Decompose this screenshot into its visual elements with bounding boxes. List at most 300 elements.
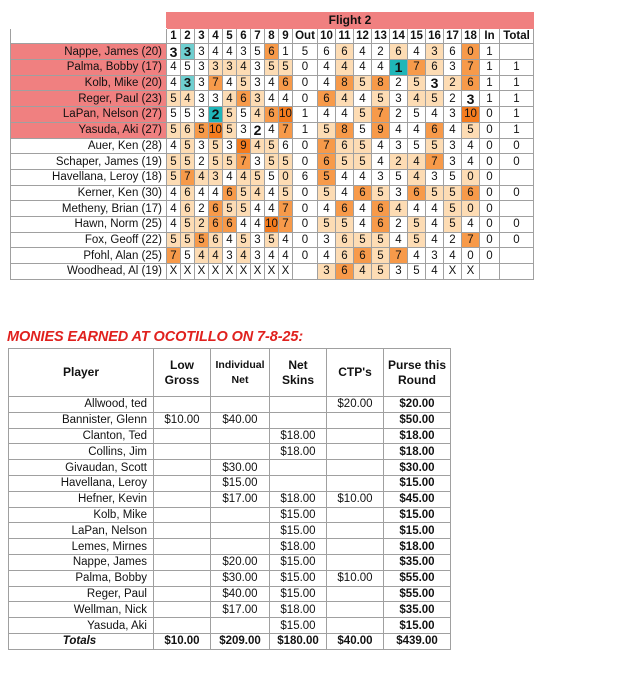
totals-amount: $439.00 [384,633,451,649]
hole-header: In [480,28,500,44]
score-cell: 7 [426,154,444,170]
score-cell: 6 [462,185,480,201]
score-cell: 5 [167,232,181,248]
score-cell: 3 [195,107,209,123]
monies-player: Havellana, Leroy [9,475,154,491]
score-cell: 6 [279,138,293,154]
score-cell: 5 [279,60,293,76]
player-score-row [11,216,534,232]
monies-amount: $17.00 [211,491,270,507]
player-name: Metheny, Brian (17) [11,201,167,217]
player-score-row [11,44,534,60]
score-cell: 4 [426,264,444,280]
score-cell: 5 [426,185,444,201]
score-cell: 8 [336,75,354,91]
score-cell: 10 [209,124,222,137]
monies-amount: $15.00 [384,475,451,491]
score-cell: 5 [318,169,336,185]
score-cell: 5 [195,122,209,138]
score-cell: 4 [237,248,251,264]
monies-amount [327,507,384,523]
score-cell: 3 [251,154,265,170]
score-cell: 7 [237,154,251,170]
score-cell: 5 [444,169,462,185]
score-cell: 4 [354,44,372,60]
score-cell: 5 [181,216,195,232]
score-cell: 5 [181,154,195,170]
score-cell: 5 [408,138,426,154]
monies-amount: $18.00 [270,444,327,460]
player-name: Woodhead, Al (19) [11,264,167,280]
monies-amount: $30.00 [384,460,451,476]
score-cell: 6 [408,185,426,201]
score-cell: 4 [318,248,336,264]
score-cell: 4 [167,216,181,232]
score-cell: X [237,264,251,280]
score-cell: 0 [480,169,500,185]
score-cell: 5 [167,122,181,138]
score-cell: 0 [480,232,500,248]
score-cell: 5 [167,154,181,170]
monies-amount [211,539,270,555]
score-cell: 4 [265,201,279,217]
monies-amount: $18.00 [270,428,327,444]
score-cell: 2 [372,44,390,60]
score-cell: 0 [462,201,480,217]
score-cell: 4 [372,60,390,76]
score-cell: 0 [293,138,318,154]
score-cell: 0 [293,216,318,232]
hole-header: 6 [237,28,251,44]
score-cell: 3 [195,75,209,91]
score-cell: 4 [209,185,223,201]
score-cell: 4 [181,91,195,107]
score-cell: 0 [462,248,480,264]
score-cell: 9 [372,122,390,138]
score-cell: 5 [265,154,279,170]
score-cell: 5 [354,138,372,154]
monies-player: Wellman, Nick [9,602,154,618]
score-cell: 6 [336,248,354,264]
monies-amount: $20.00 [211,554,270,570]
monies-row [9,602,451,618]
monies-amount: $17.00 [211,602,270,618]
score-cell: 2 [444,91,462,107]
monies-amount [154,397,211,413]
monies-column-header: Individual Net [211,349,270,397]
score-cell: 6 [372,216,390,232]
monies-row [9,523,451,539]
monies-amount [327,586,384,602]
score-cell [500,248,534,264]
score-cell: 1 [500,122,534,138]
score-cell: 1 [500,91,534,107]
score-cell: 4 [426,232,444,248]
score-cell: 5 [181,232,195,248]
score-cell: 0 [293,91,318,107]
monies-row [9,460,451,476]
score-cell: 4 [265,248,279,264]
monies-player: LaPan, Nelson [9,523,154,539]
score-cell: 6 [336,138,354,154]
score-cell: 4 [372,154,390,170]
score-cell: X [209,264,223,280]
score-cell: 5 [167,107,181,123]
player-score-row [11,248,534,264]
monies-player: Yasuda, Aki [9,618,154,634]
score-cell: 5 [408,107,426,123]
score-cell [500,201,534,217]
score-cell: 5 [293,44,318,60]
score-cell: 5 [408,232,426,248]
monies-amount [154,554,211,570]
monies-amount [154,586,211,602]
score-cell: 4 [336,60,354,76]
monies-row [9,586,451,602]
score-cell: 4 [265,75,279,91]
score-cell: 4 [167,60,181,76]
monies-column-header: Purse this Round [384,349,451,397]
hole-header: Total [500,28,534,44]
monies-player: Clanton, Ted [9,428,154,444]
score-cell: 5 [237,75,251,91]
monies-amount: $15.00 [270,570,327,586]
score-cell: 3 [251,60,265,76]
score-cell: 4 [265,185,279,201]
hole-header: 12 [354,28,372,44]
hole-header: 17 [444,28,462,44]
score-cell: 4 [209,248,223,264]
score-cell: 4 [390,122,408,138]
monies-amount [270,475,327,491]
score-cell: 5 [336,216,354,232]
totals-amount: $180.00 [270,633,327,649]
score-cell: 7 [279,216,293,232]
monies-amount: $18.00 [270,491,327,507]
score-cell: 5 [354,75,372,91]
score-cell: 3 [251,75,265,91]
score-cell: 4 [167,138,181,154]
score-cell: 7 [390,248,408,264]
score-cell: 4 [223,44,237,60]
monies-amount [327,444,384,460]
score-cell: 0 [480,216,500,232]
score-cell: 5 [223,154,237,170]
player-score-row [11,169,534,185]
score-cell: 3 [167,44,181,60]
score-cell: 6 [209,232,223,248]
score-cell: 4 [354,60,372,76]
monies-amount [211,444,270,460]
hole-header: 18 [462,28,480,44]
score-cell: 5 [223,122,237,138]
score-cell: 0 [500,216,534,232]
score-cell: 6 [265,44,279,60]
score-cell: 1 [480,44,500,60]
score-cell: 4 [251,138,265,154]
score-cell: 4 [318,60,336,76]
monies-player: Givaudan, Scott [9,460,154,476]
score-cell: 0 [480,248,500,264]
score-cell: 4 [195,248,209,264]
score-cell: 1 [500,75,534,91]
score-cell: 3 [390,185,408,201]
score-cell: 4 [354,201,372,217]
score-cell: 5 [265,138,279,154]
score-cell: 0 [480,154,500,170]
score-cell: 4 [279,248,293,264]
score-cell: 7 [408,60,426,76]
score-cell: 5 [408,216,426,232]
score-cell: 7 [462,60,480,76]
score-cell: 5 [462,122,480,138]
score-cell: 4 [167,185,181,201]
score-cell: 5 [354,122,372,138]
score-cell: 3 [223,248,237,264]
score-cell: 8 [336,122,354,138]
score-cell: 6 [209,201,223,217]
player-name: Schaper, James (19) [11,154,167,170]
score-cell: 0 [293,248,318,264]
score-cell: 4 [426,216,444,232]
player-name: Fox, Geoff (22) [11,232,167,248]
score-cell: 5 [181,138,195,154]
score-cell: 4 [336,185,354,201]
score-cell: 6 [237,91,251,107]
score-cell: 3 [195,44,209,60]
score-cell: 3 [390,91,408,107]
score-cell: 4 [195,185,209,201]
score-cell: 3 [181,75,195,91]
score-cell: 4 [167,201,181,217]
score-cell: 2 [209,107,223,123]
monies-amount [327,428,384,444]
monies-amount: $55.00 [384,586,451,602]
hole-header: 14 [390,28,408,44]
monies-amount [154,491,211,507]
score-cell: 4 [251,107,265,123]
score-cell: 5 [279,154,293,170]
score-cell: 4 [408,44,426,60]
score-cell: 2 [390,75,408,91]
score-cell: 6 [318,44,336,60]
monies-amount: $15.00 [270,507,327,523]
monies-row [9,397,451,413]
score-cell: 5 [223,201,237,217]
monies-title: MONIES EARNED AT OCOTILLO ON 7-8-25: [7,329,304,345]
score-cell: 1 [480,91,500,107]
score-cell: 3 [426,248,444,264]
score-cell: 4 [408,201,426,217]
title-spacer [11,13,167,29]
flight-title-row [11,13,534,29]
monies-amount: $10.00 [327,491,384,507]
monies-amount: $35.00 [384,554,451,570]
score-cell [500,44,534,60]
player-score-row [11,122,534,138]
player-name: Kerner, Ken (30) [11,185,167,201]
totals-label: Totals [9,633,154,649]
score-cell: 4 [462,154,480,170]
score-cell: 5 [372,91,390,107]
score-cell: 3 [195,138,209,154]
player-name: LaPan, Nelson (27) [11,107,167,123]
score-cell: 3 [444,154,462,170]
score-cell: 4 [462,216,480,232]
score-cell: 5 [444,201,462,217]
score-cell: 6 [336,201,354,217]
monies-totals-row [9,633,451,649]
score-cell: 3 [251,91,265,107]
score-cell: 0 [293,201,318,217]
player-score-row [11,91,534,107]
score-cell: 5 [426,138,444,154]
score-cell: 0 [293,232,318,248]
monies-amount [327,412,384,428]
monies-player: Kolb, Mike [9,507,154,523]
score-cell: 2 [195,201,209,217]
monies-player: Palma, Bobby [9,570,154,586]
monies-amount: $30.00 [211,460,270,476]
player-name: Kolb, Mike (20) [11,75,167,91]
hole-header: 10 [318,28,336,44]
score-cell: X [462,264,480,280]
score-cell: 1 [390,60,408,76]
score-cell: 4 [318,75,336,91]
score-cell: 4 [354,264,372,280]
hole-header: 8 [265,28,279,44]
hole-header: 2 [181,28,195,44]
monies-amount [327,539,384,555]
score-cell: 4 [408,122,426,138]
score-cell: 6 [336,44,354,60]
score-cell: 1 [480,60,500,76]
monies-amount: $15.00 [384,523,451,539]
monies-amount: $15.00 [384,618,451,634]
score-cell: 3 [195,60,209,76]
score-cell: X [279,264,293,280]
monies-player: Allwood, ted [9,397,154,413]
score-cell: 5 [354,232,372,248]
monies-player: Bannister, Glenn [9,412,154,428]
monies-amount [270,397,327,413]
score-cell: 1 [500,107,534,123]
score-cell: 0 [293,185,318,201]
hole-header: 7 [251,28,265,44]
score-cell: 6 [336,232,354,248]
score-cell: 6 [279,75,293,91]
monies-column-header: CTP's [327,349,384,397]
monies-amount [154,475,211,491]
score-cell: 6 [426,122,444,138]
monies-amount: $35.00 [384,602,451,618]
score-cell: 4 [223,169,237,185]
score-cell: 6 [223,185,237,201]
score-cell: 6 [336,264,354,280]
monies-amount: $10.00 [154,412,211,428]
score-cell: 0 [480,185,500,201]
score-cell: 4 [462,138,480,154]
score-cell: 4 [237,169,251,185]
score-cell: 10 [265,218,278,231]
hole-header: 13 [372,28,390,44]
score-cell: 2 [251,122,265,138]
score-cell: 5 [181,248,195,264]
score-cell: 6 [462,75,480,91]
monies-amount [154,570,211,586]
score-cell: X [265,264,279,280]
score-cell [480,264,500,280]
score-cell: 5 [408,75,426,91]
score-cell: 3 [444,60,462,76]
monies-amount: $15.00 [270,523,327,539]
totals-amount: $209.00 [211,633,270,649]
score-cell: 0 [480,138,500,154]
monies-player: Hefner, Kevin [9,491,154,507]
score-cell: 5 [237,201,251,217]
monies-table [8,348,451,650]
monies-amount [154,602,211,618]
score-cell: 4 [426,107,444,123]
score-cell: 3 [318,232,336,248]
hole-header: 4 [209,28,223,44]
score-cell: 4 [354,169,372,185]
score-cell [293,264,318,280]
score-cell: 7 [209,75,223,91]
monies-amount: $18.00 [270,539,327,555]
score-cell: 4 [167,75,181,91]
score-cell: 6 [372,201,390,217]
score-cell: 9 [237,138,251,154]
score-cell: 3 [181,44,195,60]
score-cell: X [251,264,265,280]
score-cell: 4 [444,248,462,264]
score-cell: 6 [354,185,372,201]
monies-row [9,491,451,507]
player-score-row [11,107,534,123]
monies-amount: $20.00 [384,397,451,413]
score-cell: 3 [318,264,336,280]
player-score-row [11,201,534,217]
score-cell: X [223,264,237,280]
score-cell: 3 [444,107,462,123]
score-cell: 3 [426,75,444,91]
score-cell: 5 [181,107,195,123]
score-cell: 0 [279,169,293,185]
score-cell: 6 [390,44,408,60]
score-cell: 4 [237,60,251,76]
monies-player: Reger, Paul [9,586,154,602]
score-cell: 0 [293,60,318,76]
score-cell: 3 [426,169,444,185]
player-score-row [11,138,534,154]
score-cell: 3 [237,44,251,60]
score-cell: 5 [336,154,354,170]
score-cell: 5 [195,232,209,248]
score-cell: 1 [480,75,500,91]
score-cell: 0 [462,169,480,185]
score-cell: 4 [408,169,426,185]
score-cell: 4 [223,232,237,248]
score-cell: 2 [390,107,408,123]
score-cell: 5 [223,107,237,123]
score-cell [500,264,534,280]
score-cell: 5 [318,185,336,201]
score-cell: 4 [408,154,426,170]
player-name: Auer, Ken (28) [11,138,167,154]
score-cell: 4 [408,248,426,264]
monies-amount [211,523,270,539]
